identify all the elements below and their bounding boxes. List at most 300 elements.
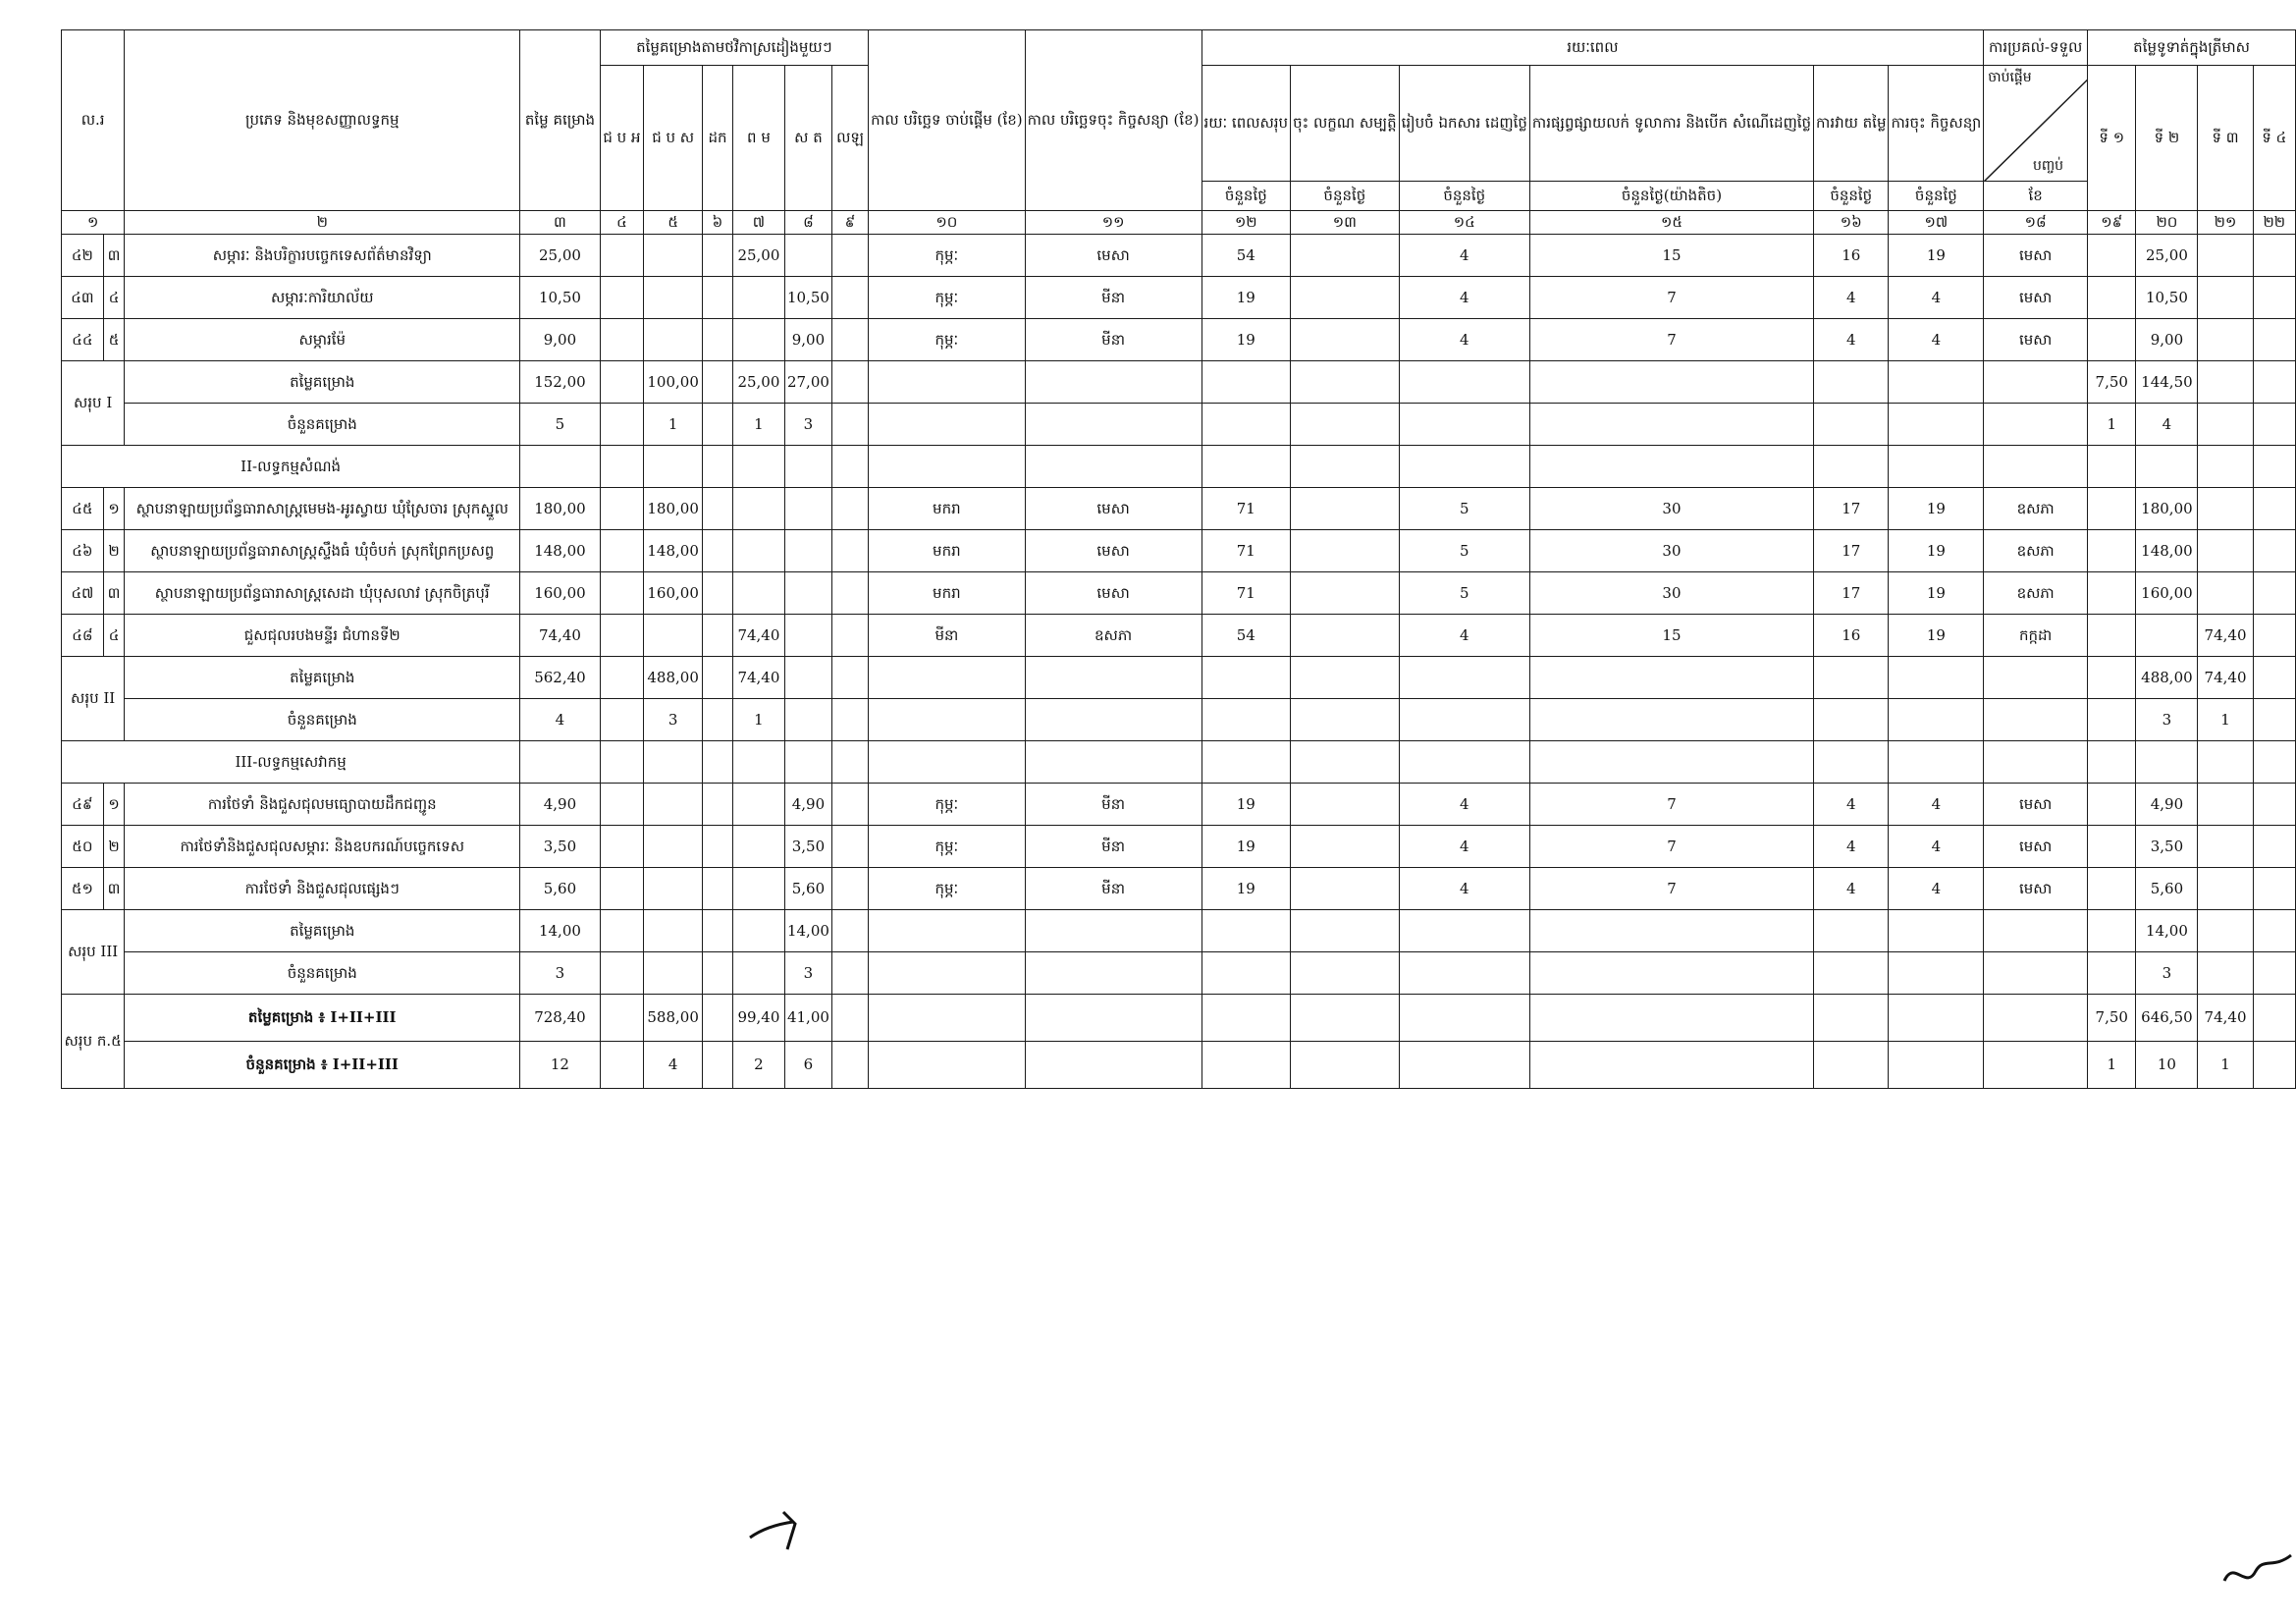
empty-cell [1984, 1042, 2088, 1089]
header-fund-6: លឡ [831, 66, 868, 211]
item-fund-value [784, 235, 831, 277]
item-sub-number: ២ [103, 826, 124, 868]
summary-fund-value: 3 [784, 404, 831, 446]
item-duration-value: 4 [1889, 277, 1984, 319]
item-cost: 160,00 [520, 572, 600, 615]
summary-fund-value [831, 1042, 868, 1089]
summary-fund-value [831, 995, 868, 1042]
item-fund-value [831, 530, 868, 572]
item-fund-value [831, 319, 868, 361]
item-quarter-value [2253, 784, 2295, 826]
header-dur-5: ការវាយ តម្លៃ [1814, 66, 1889, 182]
empty-cell [1814, 741, 1889, 784]
empty-cell [831, 741, 868, 784]
item-start-month: កុម្ភៈ [869, 868, 1026, 910]
header-quarter-4: ទី ៤ [2253, 66, 2295, 211]
item-row [62, 615, 2296, 657]
header-period-sign: កាល បរិច្ឆេទចុះ កិច្ចសន្យា (ខែ) [1025, 30, 1201, 211]
empty-cell [1291, 404, 1400, 446]
empty-cell [1529, 699, 1813, 741]
item-fund-value: 5,60 [784, 868, 831, 910]
item-start-month: កុម្ភៈ [869, 235, 1026, 277]
column-number: ១៤ [1399, 211, 1529, 235]
summary-cost: 728,40 [520, 995, 600, 1042]
summary-quarter-value [2088, 699, 2136, 741]
summary-label: សរុប III [62, 910, 125, 995]
summary-quarter-value: 74,40 [2198, 995, 2253, 1042]
item-sign-month: មីនា [1025, 319, 1201, 361]
item-duration-value: 15 [1529, 235, 1813, 277]
header-dur-1: រយៈ ពេលសរុប [1201, 66, 1291, 182]
item-quarter-value: 25,00 [2136, 235, 2198, 277]
item-duration-value: 19 [1201, 319, 1291, 361]
item-cost: 74,40 [520, 615, 600, 657]
item-quarter-value [2253, 277, 2295, 319]
item-fund-value: 160,00 [644, 572, 703, 615]
header-est-cost: តម្លៃ គម្រោង [520, 30, 600, 211]
header-row-1 [62, 30, 2296, 66]
item-number: ៤៨ [62, 615, 104, 657]
empty-cell [1399, 404, 1529, 446]
item-row [62, 826, 2296, 868]
summary-quarter-value: 1 [2198, 1042, 2253, 1089]
summary-fund-value [831, 952, 868, 995]
empty-cell [1025, 1042, 1201, 1089]
item-duration-value: 17 [1814, 572, 1889, 615]
summary-fund-value [600, 657, 643, 699]
summary-fund-value [831, 910, 868, 952]
item-quarter-value [2253, 868, 2295, 910]
item-quarter-value: 148,00 [2136, 530, 2198, 572]
item-quarter-value [2088, 488, 2136, 530]
empty-cell [1889, 952, 1984, 995]
delivery-end-label: បញ្ចប់ [2032, 157, 2064, 174]
empty-cell [1399, 1042, 1529, 1089]
summary-cost: 12 [520, 1042, 600, 1089]
item-delivery-month: កក្កដា [1984, 615, 2088, 657]
item-quarter-value: 74,40 [2198, 615, 2253, 657]
header-unit-3: ចំនួនថ្ងៃ [1399, 182, 1529, 211]
empty-cell [869, 657, 1026, 699]
procurement-table [61, 29, 2296, 1089]
empty-cell [869, 699, 1026, 741]
item-start-month: មករា [869, 572, 1026, 615]
empty-cell [2136, 741, 2198, 784]
empty-cell [869, 910, 1026, 952]
column-number: ១ [62, 211, 125, 235]
item-sub-number: ៣ [103, 868, 124, 910]
summary-quarter-value: 74,40 [2198, 657, 2253, 699]
item-duration-value [1291, 235, 1400, 277]
item-duration-value: 4 [1399, 615, 1529, 657]
item-fund-value: 10,50 [784, 277, 831, 319]
item-duration-value: 5 [1399, 488, 1529, 530]
header-fund-2: ជ ប ស [644, 66, 703, 211]
summary-fund-value [703, 404, 733, 446]
summary-fund-value [784, 699, 831, 741]
item-duration-value: 4 [1814, 319, 1889, 361]
item-start-month: កុម្ភៈ [869, 277, 1026, 319]
item-duration-value: 4 [1399, 784, 1529, 826]
empty-cell [1025, 952, 1201, 995]
item-quarter-value [2088, 868, 2136, 910]
item-duration-value: 17 [1814, 488, 1889, 530]
summary-fund-value [600, 1042, 643, 1089]
summary-fund-value: 2 [732, 1042, 784, 1089]
summary-count-row [62, 1042, 2296, 1089]
summary-cost: 5 [520, 404, 600, 446]
empty-cell [1889, 699, 1984, 741]
item-fund-value [831, 572, 868, 615]
summary-label: សរុប II [62, 657, 125, 741]
empty-cell [1291, 952, 1400, 995]
column-number: ៩ [831, 211, 868, 235]
item-quarter-value [2088, 530, 2136, 572]
summary-row-label: ចំនួនគម្រោង [125, 404, 520, 446]
item-duration-value: 4 [1399, 235, 1529, 277]
summary-quarter-value [2253, 952, 2295, 995]
item-row [62, 319, 2296, 361]
column-number: ៥ [644, 211, 703, 235]
item-fund-value [732, 784, 784, 826]
item-duration-value: 30 [1529, 572, 1813, 615]
empty-cell [1529, 361, 1813, 404]
item-duration-value: 54 [1201, 615, 1291, 657]
item-cost: 25,00 [520, 235, 600, 277]
header-period-start: កាល បរិច្ឆេទ ចាប់ផ្តើម (ខែ) [869, 30, 1026, 211]
empty-cell [1814, 995, 1889, 1042]
item-sign-month: មេសា [1025, 530, 1201, 572]
section-title: II-លទ្ធកម្មសំណង់ [62, 446, 520, 488]
summary-fund-value [703, 1042, 733, 1089]
item-duration-value: 7 [1529, 784, 1813, 826]
item-fund-value: 4,90 [784, 784, 831, 826]
item-sign-month: មីនា [1025, 277, 1201, 319]
item-fund-value [600, 235, 643, 277]
item-fund-value [600, 615, 643, 657]
item-fund-value: 25,00 [732, 235, 784, 277]
empty-cell [1889, 404, 1984, 446]
item-row [62, 572, 2296, 615]
item-duration-value: 5 [1399, 572, 1529, 615]
item-quarter-value [2253, 826, 2295, 868]
item-duration-value: 16 [1814, 235, 1889, 277]
item-quarter-value: 9,00 [2136, 319, 2198, 361]
empty-cell [2253, 741, 2295, 784]
empty-cell [1201, 404, 1291, 446]
item-name: ការថែទាំ និងជួសជុលមធ្យោបាយដឹកជញ្ជូន [125, 784, 520, 826]
empty-cell [1984, 446, 2088, 488]
empty-cell [2088, 741, 2136, 784]
item-delivery-month: ឧសភា [1984, 530, 2088, 572]
summary-fund-value: 100,00 [644, 361, 703, 404]
summary-fund-value [703, 699, 733, 741]
header-fund-4: ព ម [732, 66, 784, 211]
summary-cost: 14,00 [520, 910, 600, 952]
empty-cell [1201, 657, 1291, 699]
item-duration-value: 19 [1889, 488, 1984, 530]
item-cost: 9,00 [520, 319, 600, 361]
item-sub-number: ១ [103, 488, 124, 530]
item-duration-value: 71 [1201, 530, 1291, 572]
empty-cell [1814, 361, 1889, 404]
empty-cell [1529, 910, 1813, 952]
item-fund-value [600, 319, 643, 361]
item-duration-value: 4 [1889, 784, 1984, 826]
empty-cell [732, 741, 784, 784]
empty-cell [1291, 910, 1400, 952]
item-duration-value: 19 [1889, 615, 1984, 657]
column-number: ៨ [784, 211, 831, 235]
empty-cell [1291, 446, 1400, 488]
summary-cost: 562,40 [520, 657, 600, 699]
item-duration-value: 19 [1889, 572, 1984, 615]
item-fund-value [703, 235, 733, 277]
empty-cell [784, 446, 831, 488]
empty-cell [1291, 361, 1400, 404]
empty-cell [1889, 995, 1984, 1042]
item-duration-value: 4 [1399, 277, 1529, 319]
empty-cell [1399, 657, 1529, 699]
item-duration-value: 4 [1889, 868, 1984, 910]
summary-quarter-value: 3 [2136, 952, 2198, 995]
item-duration-value: 30 [1529, 488, 1813, 530]
item-quarter-value [2088, 615, 2136, 657]
summary-fund-value: 74,40 [732, 657, 784, 699]
summary-fund-value: 3 [644, 699, 703, 741]
empty-cell [1399, 741, 1529, 784]
item-fund-value [831, 277, 868, 319]
summary-cost: 4 [520, 699, 600, 741]
summary-fund-value: 1 [732, 404, 784, 446]
empty-cell [600, 446, 643, 488]
summary-cost: 152,00 [520, 361, 600, 404]
empty-cell [1025, 699, 1201, 741]
empty-cell [1529, 404, 1813, 446]
item-fund-value [644, 277, 703, 319]
empty-cell [644, 741, 703, 784]
item-start-month: មករា [869, 488, 1026, 530]
summary-quarter-value [2253, 361, 2295, 404]
item-fund-value [644, 319, 703, 361]
column-number: ២ [125, 211, 520, 235]
item-number: ៤២ [62, 235, 104, 277]
item-quarter-value: 3,50 [2136, 826, 2198, 868]
item-duration-value: 71 [1201, 572, 1291, 615]
item-quarter-value [2253, 530, 2295, 572]
item-fund-value [703, 784, 733, 826]
summary-quarter-value: 3 [2136, 699, 2198, 741]
item-duration-value: 4 [1399, 868, 1529, 910]
item-quarter-value [2088, 784, 2136, 826]
empty-cell [2253, 446, 2295, 488]
empty-cell [1984, 995, 2088, 1042]
summary-row-label: តម្លៃគម្រោង [125, 657, 520, 699]
item-start-month: កុម្ភៈ [869, 826, 1026, 868]
column-number: ៣ [520, 211, 600, 235]
column-number: ១៣ [1291, 211, 1400, 235]
header-fund-3: ដក [703, 66, 733, 211]
summary-cost: 3 [520, 952, 600, 995]
empty-cell [1291, 741, 1400, 784]
summary-cost-row [62, 657, 2296, 699]
empty-cell [869, 361, 1026, 404]
item-quarter-value [2088, 277, 2136, 319]
item-fund-value [703, 868, 733, 910]
item-number: ៤៥ [62, 488, 104, 530]
header-duration-group: រយៈពេល [1201, 30, 1984, 66]
empty-cell [1201, 1042, 1291, 1089]
empty-cell [1025, 657, 1201, 699]
empty-cell [784, 741, 831, 784]
summary-quarter-value [2088, 952, 2136, 995]
item-quarter-value: 10,50 [2136, 277, 2198, 319]
summary-row-label: តម្លៃគម្រោង [125, 361, 520, 404]
empty-cell [2136, 446, 2198, 488]
summary-fund-value [600, 952, 643, 995]
item-fund-value [703, 572, 733, 615]
empty-cell [1025, 361, 1201, 404]
item-duration-value: 4 [1814, 868, 1889, 910]
item-duration-value: 4 [1814, 784, 1889, 826]
summary-quarter-value: 1 [2088, 404, 2136, 446]
summary-count-row [62, 952, 2296, 995]
summary-cost-row [62, 361, 2296, 404]
empty-cell [520, 446, 600, 488]
item-delivery-month: មេសា [1984, 784, 2088, 826]
item-quarter-value [2088, 235, 2136, 277]
empty-cell [703, 446, 733, 488]
item-delivery-month: ឧសភា [1984, 572, 2088, 615]
item-quarter-value [2198, 530, 2253, 572]
empty-cell [1529, 995, 1813, 1042]
item-duration-value: 19 [1201, 277, 1291, 319]
delivery-start-label: ចាប់ផ្តើម [1988, 70, 2032, 85]
summary-row-label: ចំនួនគម្រោង [125, 952, 520, 995]
summary-quarter-value: 646,50 [2136, 995, 2198, 1042]
item-quarter-value [2253, 572, 2295, 615]
item-duration-value: 19 [1889, 235, 1984, 277]
column-number: ២១ [2198, 211, 2253, 235]
header-dur-2: ចុះ លក្ខណ សម្បត្តិ [1291, 66, 1400, 182]
item-fund-value [703, 319, 733, 361]
item-quarter-value: 160,00 [2136, 572, 2198, 615]
empty-cell [1291, 995, 1400, 1042]
item-duration-value: 19 [1201, 868, 1291, 910]
summary-quarter-value [2253, 404, 2295, 446]
item-duration-value: 4 [1889, 826, 1984, 868]
summary-fund-value [644, 952, 703, 995]
empty-cell [644, 446, 703, 488]
column-number: ៤ [600, 211, 643, 235]
empty-cell [1399, 361, 1529, 404]
item-sub-number: ៥ [103, 319, 124, 361]
item-fund-value [784, 615, 831, 657]
summary-fund-value [600, 361, 643, 404]
summary-fund-value [831, 657, 868, 699]
item-quarter-value [2253, 615, 2295, 657]
empty-cell [1025, 741, 1201, 784]
item-number: ៤៦ [62, 530, 104, 572]
summary-quarter-value: 7,50 [2088, 995, 2136, 1042]
column-number: ១១ [1025, 211, 1201, 235]
summary-count-row [62, 404, 2296, 446]
item-duration-value [1291, 784, 1400, 826]
summary-fund-value: 1 [732, 699, 784, 741]
item-fund-value [732, 277, 784, 319]
summary-cost-row [62, 910, 2296, 952]
summary-fund-value [703, 657, 733, 699]
item-duration-value: 15 [1529, 615, 1813, 657]
empty-cell [1814, 1042, 1889, 1089]
header-fund-5: ស ត [784, 66, 831, 211]
header-quarter-group: តម្លៃទូទាត់ក្នុងត្រីមាស [2088, 30, 2296, 66]
item-fund-value [703, 826, 733, 868]
item-fund-value [600, 488, 643, 530]
item-fund-value [600, 572, 643, 615]
empty-cell [1889, 1042, 1984, 1089]
empty-cell [869, 952, 1026, 995]
summary-quarter-value [2253, 995, 2295, 1042]
column-number: ៦ [703, 211, 733, 235]
summary-row-label: តម្លៃគម្រោង ៖ I+II+III [125, 995, 520, 1042]
item-quarter-value [2136, 615, 2198, 657]
item-fund-value [703, 488, 733, 530]
item-delivery-month: មេសា [1984, 868, 2088, 910]
item-number: ៤៧ [62, 572, 104, 615]
header-delivery-diagonal [1984, 66, 2088, 182]
item-quarter-value [2198, 826, 2253, 868]
item-fund-value [831, 868, 868, 910]
item-duration-value [1291, 615, 1400, 657]
empty-cell [1984, 741, 2088, 784]
empty-cell [869, 995, 1026, 1042]
item-name: ស្ថាបនាឡាយប្រព័ន្ធធារាសាស្ត្រមេមង-អូរស្វាយ ឃុំស្រែចារ ស្រុកស្នួល [125, 488, 520, 530]
column-number: ១០ [869, 211, 1026, 235]
item-duration-value: 4 [1814, 277, 1889, 319]
header-unit-1: ចំនួនថ្ងៃ [1201, 182, 1291, 211]
item-number: ៥១ [62, 868, 104, 910]
item-quarter-value [2088, 572, 2136, 615]
empty-cell [1529, 952, 1813, 995]
empty-cell [1814, 952, 1889, 995]
summary-fund-value: 588,00 [644, 995, 703, 1042]
summary-fund-value [831, 404, 868, 446]
empty-cell [1291, 699, 1400, 741]
item-quarter-value: 5,60 [2136, 868, 2198, 910]
item-name: ស្ថាបនាឡាយប្រព័ន្ធធារាសាស្ត្រសេដា ឃុំបុសលាវ ស្រុកចិត្របុរី [125, 572, 520, 615]
item-fund-value [644, 826, 703, 868]
summary-quarter-value: 144,50 [2136, 361, 2198, 404]
empty-cell [1984, 657, 2088, 699]
item-fund-value [784, 572, 831, 615]
header-fund-1: ជ ប អ [600, 66, 643, 211]
empty-cell [869, 404, 1026, 446]
empty-cell [1201, 361, 1291, 404]
column-number: ១២ [1201, 211, 1291, 235]
item-start-month: កុម្ភៈ [869, 784, 1026, 826]
item-quarter-value [2198, 277, 2253, 319]
summary-quarter-value: 1 [2088, 1042, 2136, 1089]
item-fund-value: 9,00 [784, 319, 831, 361]
summary-label: សរុប I [62, 361, 125, 446]
item-duration-value: 19 [1889, 530, 1984, 572]
empty-cell [1291, 1042, 1400, 1089]
item-sign-month: មីនា [1025, 826, 1201, 868]
item-quarter-value [2198, 235, 2253, 277]
header-dur-4: ការផ្សព្វផ្សាយលក់ ទូលាការ និងបើក សំណើដេញថ្លៃ [1529, 66, 1813, 182]
item-quarter-value [2088, 826, 2136, 868]
